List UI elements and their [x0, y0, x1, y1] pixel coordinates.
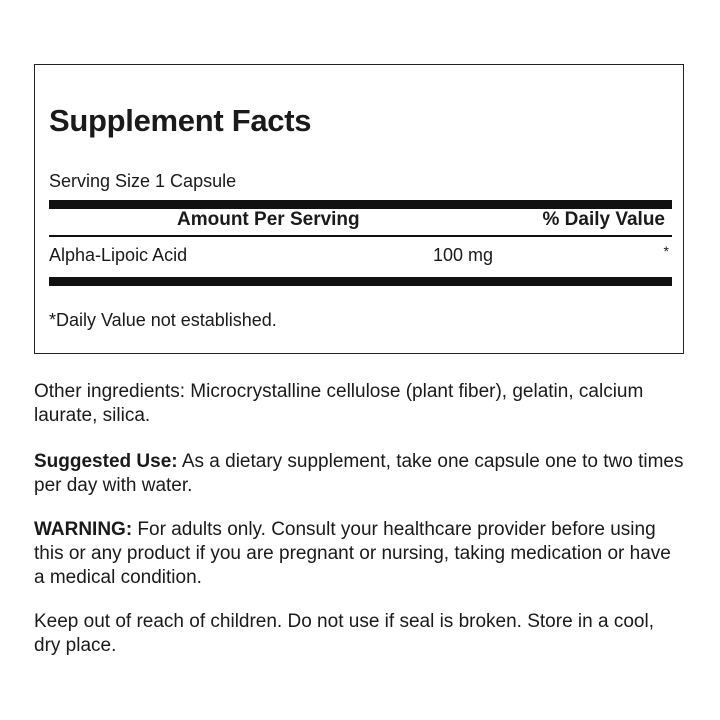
- supplement-facts-panel: [34, 64, 684, 354]
- suggested-use: [34, 450, 684, 498]
- divider-thick-bottom: [49, 277, 672, 286]
- serving-size: Serving Size 1 Capsule: [49, 171, 237, 191]
- ingredient-daily-value: *: [663, 243, 669, 259]
- header-amount-per-serving: Amount Per Serving: [177, 209, 360, 230]
- facts-title: Supplement Facts: [49, 103, 312, 138]
- ingredient-name: Alpha-Lipoic Acid: [49, 245, 188, 265]
- suggested-use-label: Suggested Use:: [34, 451, 178, 472]
- divider-thick-top: [49, 200, 672, 209]
- ingredient-amount: 100 mg: [433, 245, 494, 265]
- warning: [34, 518, 684, 590]
- storage-instructions: Keep out of reach of children. Do not use if seal is broken. Store in a cool, dry place.: [34, 611, 654, 656]
- suggested-use-text: As a dietary supplement, take one capsule one to two times per day with water.: [34, 451, 684, 496]
- warning-text: For adults only. Consult your healthcare provider before using this or any product if you are pregnant or nursing, taking medication or have a medical condition.: [34, 519, 671, 588]
- divider-thin: [49, 235, 672, 237]
- other-ingredients: Other ingredients: Microcrystalline cellulose (plant fiber), gelatin, calcium laurate, silica.: [34, 381, 644, 426]
- daily-value-footnote: *Daily Value not established.: [49, 310, 277, 330]
- header-daily-value: % Daily Value: [542, 209, 665, 230]
- warning-label: WARNING:: [34, 519, 133, 540]
